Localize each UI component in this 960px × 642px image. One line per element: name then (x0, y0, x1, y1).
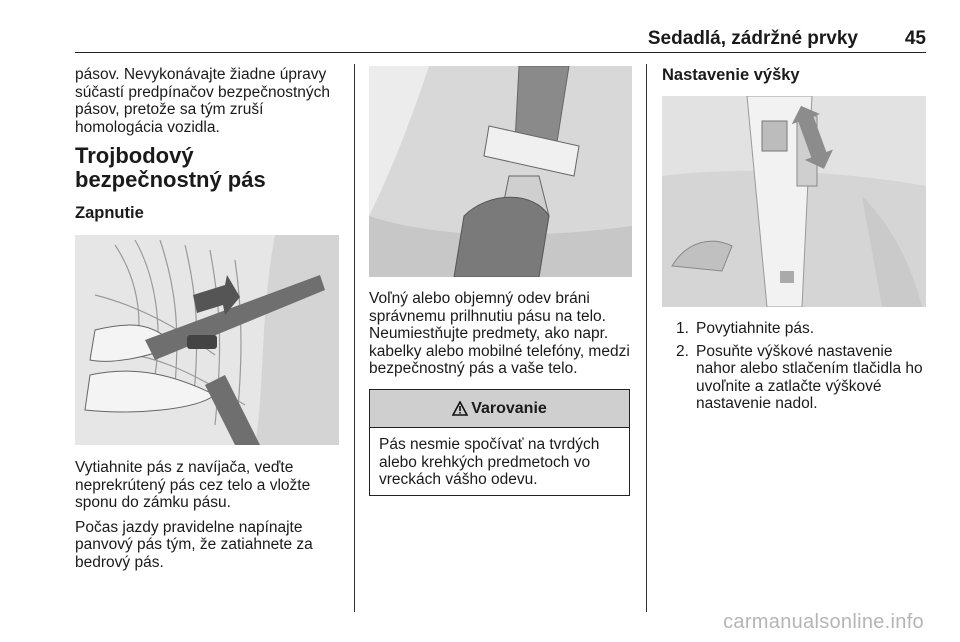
warning-triangle-icon (452, 401, 468, 416)
column-left (75, 66, 343, 223)
buckling-seatbelt-illustration (75, 235, 339, 445)
list-item: 2. Posuňte výškové nastavenie nahor alebo stlačením tlačidla ho uvoľnite a zatlačte výškové nastavenie nadol. (676, 342, 923, 413)
warning-text: Pás nesmie spočívať na tvrdých alebo krehkých predmetoch vo vreckách vášho odevu. (379, 436, 600, 489)
list-item: 1. Povytiahnite pás. (676, 320, 815, 337)
watermark: carmanualsonline.info (723, 611, 924, 633)
intro-paragraph: pásov. Nevykonávajte žiadne úpravy súčastí predpínačov bezpečnostných pásov, pretože sa tým zruší homologácia vozidla. (75, 66, 331, 136)
paragraph-tension-belt: Počas jazdy pravidelne napínajte panvový pás tým, že zatiahnete za bedrový pás. (75, 518, 313, 571)
warning-header (370, 390, 629, 428)
column-left-lower (75, 459, 343, 572)
paragraph-clothing: Voľný alebo objemný odev bráni správnemu prilhnutiu pásu na telo. Neumiestňujte predmety, ako napr. kabelky alebo mobilné telefóny, medzi bezpečnostný pás a vaše telo. (369, 290, 630, 378)
warning-box (369, 389, 630, 496)
steps-list (668, 320, 930, 413)
column-right (662, 66, 932, 85)
column-divider (646, 64, 647, 612)
steps-container (668, 320, 930, 418)
page-header (75, 28, 926, 53)
page-number: 45 (904, 28, 926, 49)
paragraph-pull-belt: Vytiahnite pás z navíjača, veďte neprekrútený pás cez telo a vložte sponu do zámku pásu. (75, 459, 311, 512)
column-divider (354, 64, 355, 612)
height-adjust-heading: Nastavenie výšky (662, 66, 800, 84)
buckle-closeup-illustration (369, 66, 632, 277)
warning-title: Varovanie (471, 399, 547, 417)
column-middle (369, 290, 635, 378)
section-heading: Trojbodový bezpečnostný pás (75, 143, 266, 193)
height-adjuster-illustration (662, 96, 926, 307)
subheading: Zapnutie (75, 204, 144, 223)
section-title: Sedadlá, zádržné prvky (647, 28, 858, 49)
